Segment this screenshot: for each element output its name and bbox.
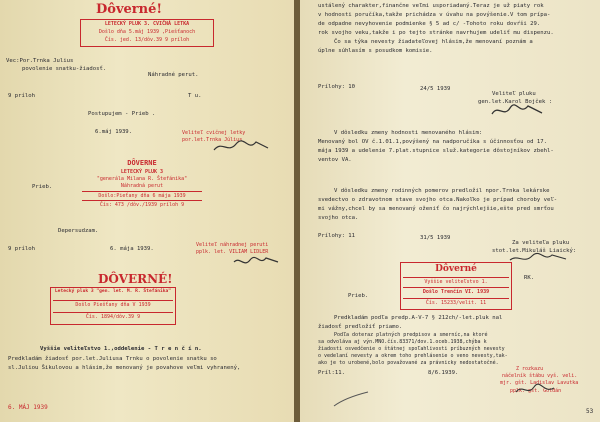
received-stamp-letecky-pluk (50, 287, 176, 325)
stamp-line: Dôverné (435, 264, 477, 274)
attachments-count-2: 9 príloh (8, 246, 35, 252)
forwarding-line: Postupujem - Prieb . (88, 111, 156, 117)
stamp-line: Došlo Piešťany dňa V 1939 (53, 300, 173, 308)
command-stamp-line: náčelník štábu vyš. veli. (502, 373, 578, 379)
signature-block-stamp-4: pplk. let. VILIAM LIDLER (196, 249, 269, 255)
date-stamp-bottom: 6. MÁJ 1939 (8, 404, 48, 411)
stamp-line: DÔVERNE (127, 159, 157, 167)
page-number: 53 (586, 408, 594, 415)
forwarding-prieb: Prieb. (32, 184, 53, 190)
signatory-name-2: stot.let.Mikuláš Liaický: (492, 248, 577, 254)
body-line: rok svojho veku,takže i po tejto stránke navrhujem udeliť mu dispenzu. (318, 30, 554, 36)
body-line: Menovaný bol OV č.1.01.1,povýšený na nadporučíka s účinnosťou od 17. (318, 139, 548, 145)
body-line: úplne súhlasím s posudkom komisie. (318, 48, 433, 54)
stamp-line: Vyššie veliteľstvo 1. (403, 277, 509, 285)
body-line: mája 1939 a udelenie 7.plat.stupnice služ.kategorie dôstojníkov zbehl- (318, 148, 554, 154)
handwritten-signature-5 (514, 382, 558, 398)
body-line: Predkladám žiadosť por.let.Juliusa Trnku o povolenie snatku so (8, 356, 217, 362)
signatory-name: gen.let.Karol Bojček : (478, 99, 553, 105)
attachments-count: Prílohy: 10 (318, 84, 356, 90)
body-line: mi vážny,chcel by sa menovaný oženiť čo najrýchlejšie,ešte pred smrťou (318, 206, 554, 212)
body-line: ako je to urobené,bolo považované za právnicky nedostatočné. (318, 360, 499, 366)
command-stamp-line: Z rozkazu (516, 366, 544, 372)
received-stamp-nahradna-perut (80, 160, 204, 210)
stamp-line: Čís: 473 /dôv./1939 príloh 9 (82, 200, 202, 208)
stamp-line: Čís. 15233/velit. 11 (403, 298, 509, 306)
date-line-2: 6. mája 1939. (110, 246, 154, 252)
addressee-line: Vyššie veliteľstvo 1.,oddelenie - T r e n č í n. (40, 346, 202, 352)
stamp-line: Došlo dňa 5.máj 1939 ,Piešťanoch (98, 29, 196, 35)
subject-line-2: povolenie snatku-žiadosť. (22, 66, 107, 72)
body-line: V dôsledku zmeny rodinných pomerov predložil npor.Trnka lekárske (334, 188, 550, 194)
signature-block-stamp-3: Veliteľ náhradnej peruti (196, 242, 269, 248)
date-line: 24/5 1939 (420, 86, 451, 92)
forwarding-line-2: Depersudzam. (58, 228, 99, 234)
signatory-title-2: Za veliteľa pluku (512, 240, 570, 246)
stamp-line: "generála Milana R. Štefánika" (96, 176, 188, 182)
body-line: Podľa doteraz platných predpisov a smerníc,na ktoré (334, 332, 488, 338)
body-line: sl.Juliou Šikulovou a hlásim,že menovaný je povahove veľmi vyhranený, (8, 365, 241, 371)
stamp-line: Čís. jed. 13/dôv.39 9 príloh (104, 37, 190, 43)
right-page (300, 0, 600, 422)
stamp-line: Došlo Trenčín VI. 1939 (403, 287, 509, 295)
body-line: svedectvo o zdravotnom stave svojho otca.Nakoľko je prípad choroby veľ- (318, 197, 558, 203)
attachments-count-3: Príl:11. (318, 370, 345, 376)
subject-line: Vec:Por.Trnka Julius (6, 58, 74, 64)
command-stamp-line: mjr. gšt. Ladislav Lavutka (500, 380, 579, 386)
command-stamp-line: pplk. gšt. Goldán (510, 388, 562, 394)
stamp-line: Došlo:Pieťany dňa 6 mája 1939 (82, 191, 202, 199)
attachments-count-2: Prílohy: 11 (318, 233, 356, 239)
handwritten-signature-4 (508, 252, 568, 266)
signature-block-stamp-2: por.let.Trnka Július (182, 137, 243, 143)
stamp-line: LETECKÝ PLUK 3 (120, 169, 164, 175)
stamp-line: Náhradná perut (120, 183, 164, 189)
handwritten-signature (212, 138, 272, 156)
handwritten-signature-3 (490, 104, 544, 120)
body-line: o vedelaní nevesty a okrem toho prehlásenie o veno nevesty,tak- (318, 353, 508, 359)
body-line: žiadosť predložiť priamo. (318, 324, 403, 330)
reference-rk: RK. (524, 275, 535, 281)
body-line: žiadosti osvedčenie o štátnej spoľahlivosti príbuzných nevesty (318, 346, 505, 352)
body-line: svojho otca. (318, 215, 359, 221)
body-line: de odpadne nevyhovenie podmienke § 5 ad c/ -Tohoto roku dovŕši 29. (318, 21, 541, 27)
handwritten-signature-2 (232, 254, 282, 270)
stamp-line: Letecký pluk 3 "gen. let. M. R. Štefánika" (54, 289, 172, 294)
date-line: 6.máj 1939. (95, 129, 133, 135)
received-stamp-cvicna-letka (80, 19, 214, 47)
body-line: ustálený charakter,finančne veľmi usporiadaný.Teraz je už piaty rok (318, 3, 544, 9)
body-line: v hodnosti poručíka,takže prichádza v úvahu na povýšenie.V tom prípa- (318, 12, 551, 18)
pencil-mark (332, 390, 372, 410)
date-line-3: 8/6.1939. (428, 370, 459, 376)
attachments-count: 9 príloh (8, 93, 35, 99)
recipient-line: Náhradné perut. (148, 72, 199, 78)
left-page (0, 0, 296, 422)
date-line-2: 31/5 1939 (420, 235, 451, 241)
stamp-line: LETECKÝ PLUK 3. CVIČNÁ LETKA (104, 21, 190, 27)
signatory-title: Veliteľ pluku (492, 91, 536, 97)
received-stamp-vyssie-velitelstvo (400, 262, 512, 310)
body-line: Čo sa týka nevesty žiadateľovej hlásim,že menovaní poznám a (334, 39, 533, 45)
body-line: ventov VA. (318, 157, 352, 163)
stamp-line: Čís. 1894/dôv.39 9 (53, 312, 173, 320)
confidential-header: Dôverné! (96, 2, 163, 17)
forwarding-prieb: Prieb. (348, 293, 369, 299)
signature-block-stamp: Veliteľ cvičnej letky (182, 130, 246, 136)
location-tu: T u. (188, 93, 202, 99)
confidential-stamp-title: DÔVERNÉ! (98, 272, 173, 286)
body-line: V dôsledku zmeny hodnosti menovaného hlásim: (334, 130, 483, 136)
body-line: sa odvoláva aj výn.MNO.čís.83371/dov.1.oceb.1938,chýba k (318, 339, 487, 345)
body-line: Predkladám podľa predp.A-V-7 § 212ch/-let.pluk nal (334, 315, 503, 321)
